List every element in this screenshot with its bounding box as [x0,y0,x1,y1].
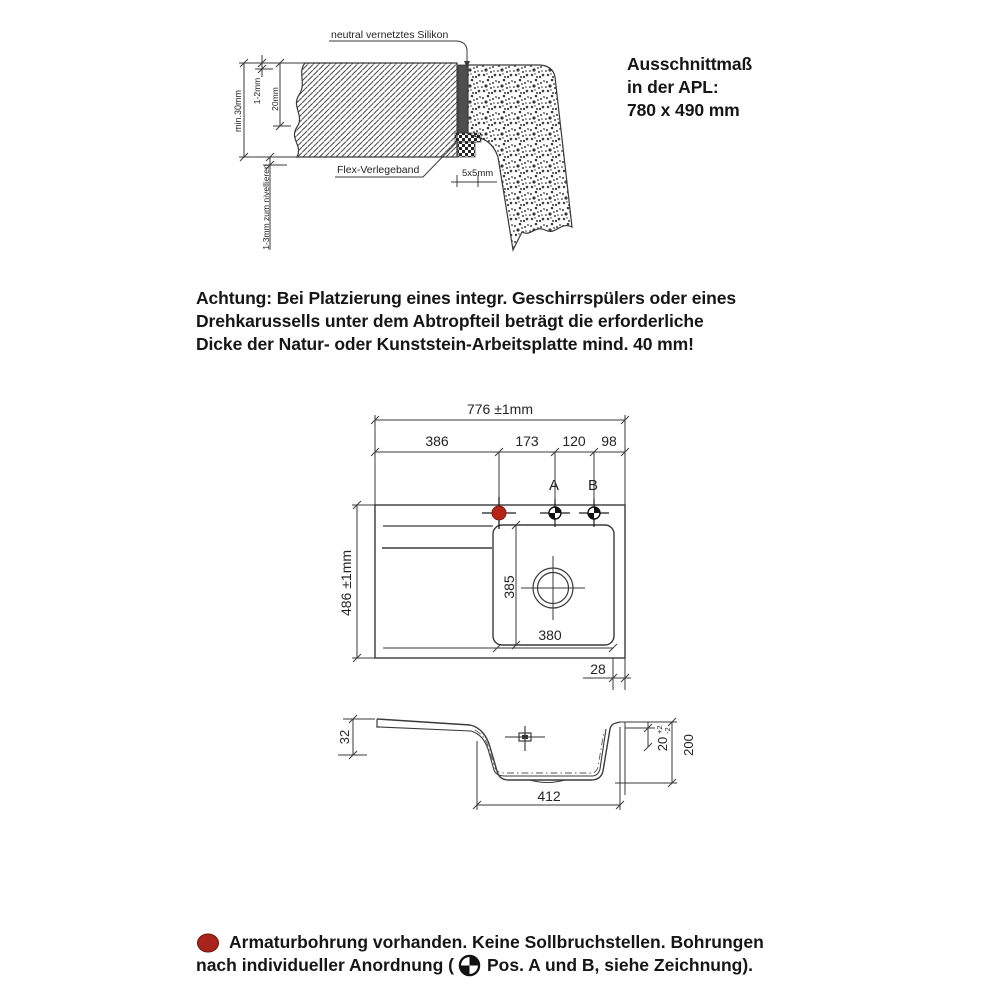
faucet-hole-icon [196,933,220,953]
position-b-marker [579,499,609,527]
cutout-line1: Ausschnittmaß [627,54,753,74]
top-view-figure [328,393,693,698]
cutout-size-block [627,53,752,122]
dim-1-3-label: 1-3mm zum nivellieren [261,164,271,250]
flex-tape [455,133,481,142]
dim-32-label: 32 [337,729,352,745]
dim-20-label: 20 [655,736,670,752]
silicone-leader-line [329,41,467,63]
bottom-note [196,931,764,977]
profile-outline [377,719,620,783]
dim-173-label: 173 [515,433,539,449]
faucet-hole-marker [482,497,516,529]
dim-200-label: 200 [681,734,696,756]
note-line1 [196,931,764,954]
worktop-section [294,63,457,157]
cutout-line3: 780 x 490 mm [627,100,740,120]
dim-386-label: 386 [425,433,449,449]
cutout-line2: in der APL: [627,77,719,97]
warning-line3: Dicke der Natur- oder Kunststein-Arbeitsplatte mind. 40 mm! [196,334,694,354]
drain-position-mark [505,726,545,751]
warning-paragraph [196,287,736,356]
dim-385-label: 385 [501,575,517,599]
extension-lines [239,63,305,165]
cross-section-figure [225,15,620,280]
position-a-marker [540,499,570,527]
silicone-label: neutral vernetztes Silikon [331,29,449,41]
warning-line1: Achtung: Bei Platzierung eines integr. Geschirrspülers oder eines [196,288,737,308]
dim-min30-label: min.30mm [233,89,243,133]
dim-5x5-label: 5x5mm [462,168,494,179]
dim-20mm-label: 20mm [270,87,280,111]
top-view-dim-lines [352,415,631,690]
dim-total-label: 776 ±1mm [466,401,534,417]
note-line2-pre: nach individueller Anordnung ( [196,955,454,975]
dim-1-2-label: 1-2mm [252,77,262,105]
note-line2-post: Pos. A und B, siehe Zeichnung). [486,955,754,975]
sink-outline [375,505,625,658]
note-line2 [196,954,764,977]
silicone-joint [458,65,468,133]
dim-28-label: 28 [590,661,606,677]
flex-label: Flex-Verlegeband [337,164,420,176]
dim-98-label: 98 [601,433,617,449]
warning-line2: Drehkarussells unter dem Abtropfteil beträgt die erforderliche [196,311,704,331]
side-view-figure [325,683,720,823]
dim-412-label: 412 [537,788,561,804]
position-symbol-icon [458,954,481,977]
pos-a-label: A [548,477,560,494]
flex-tape-lower [458,142,475,157]
dim-380-label: 380 [538,627,562,643]
dim-1-2 [258,55,266,77]
dim-120-label: 120 [562,433,586,449]
dim-20-tol-minus: -2 [663,727,672,734]
pos-b-label: B [587,477,599,494]
note-line1-text: Armaturbohrung vorhanden. Keine Sollbruchstellen. Bohrungen [229,932,764,952]
dim-20-tol-plus: +2 [655,725,664,734]
dim-height-label: 486 ±1mm [338,549,354,617]
sink-flange-section [468,65,572,250]
